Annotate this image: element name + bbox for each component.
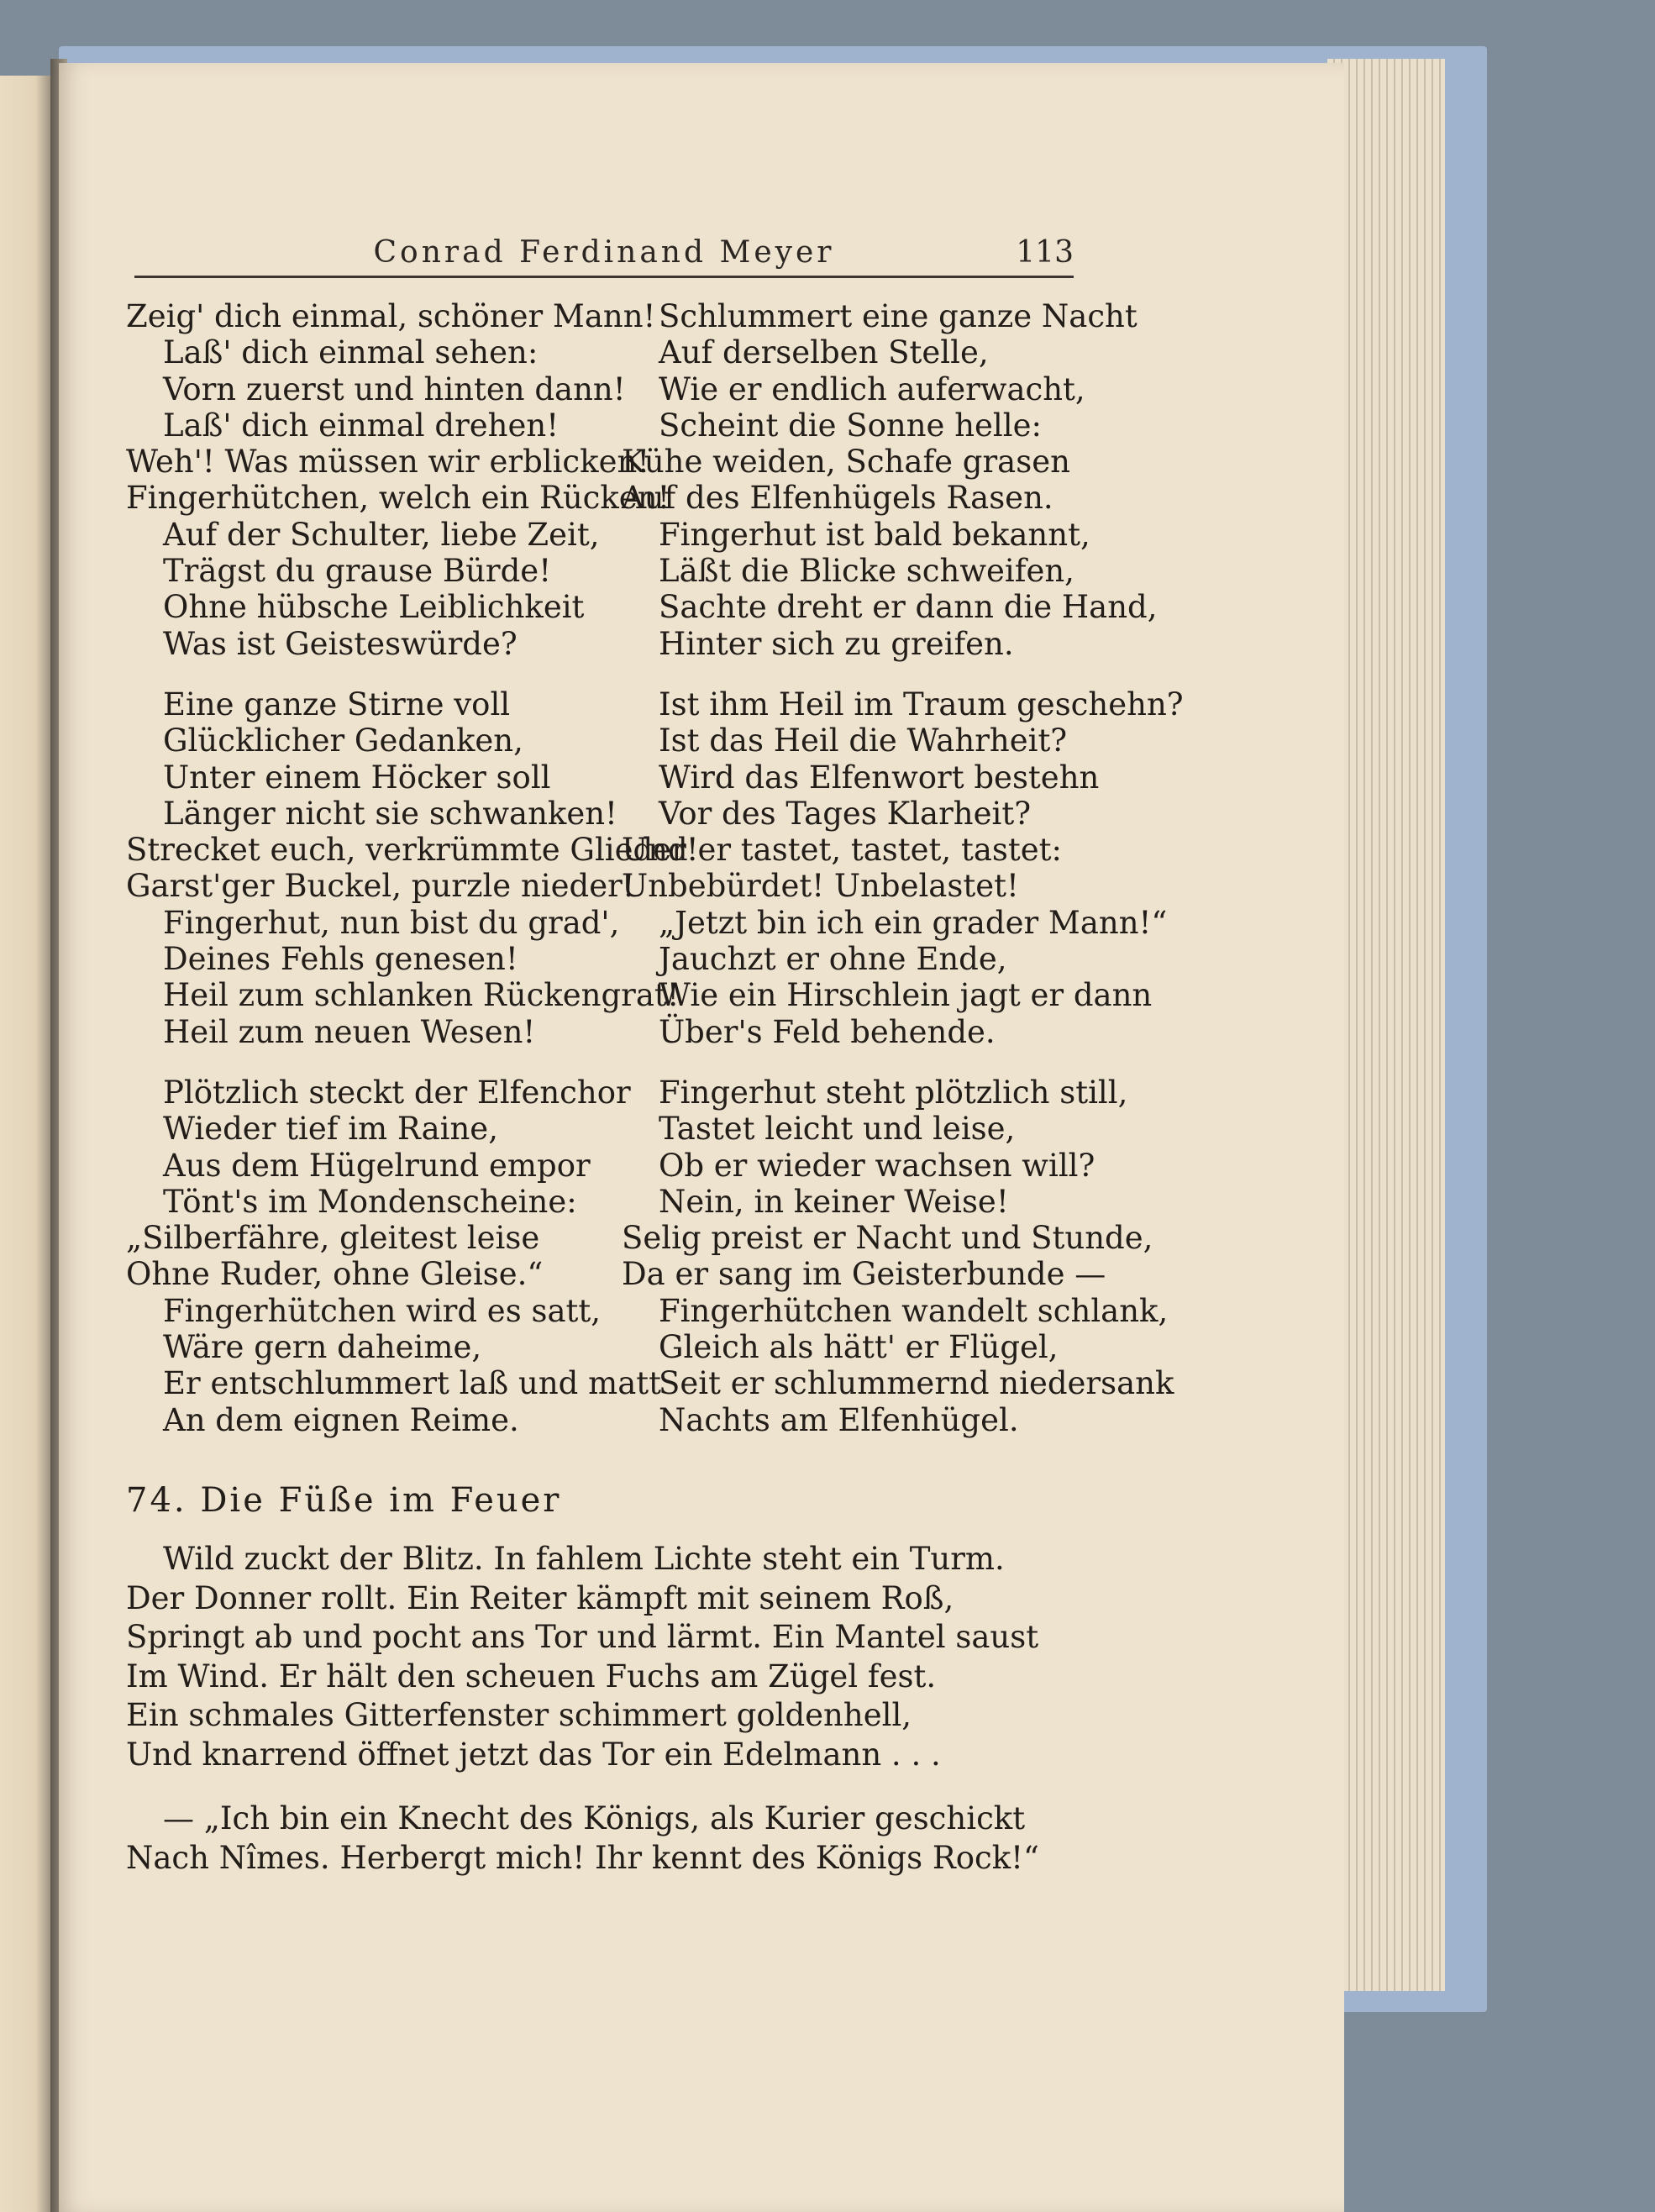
verse-line: Im Wind. Er hält den scheuen Fuchs am Zügel fest. <box>126 1658 937 1694</box>
verse-line: Gleich als hätt' er Flügel, <box>659 1329 1059 1366</box>
verse-line: Tastet leicht und leise, <box>659 1111 1016 1148</box>
verse-line: Scheint die Sonne helle: <box>659 407 1042 444</box>
page-edges <box>1327 59 1445 1991</box>
verse-line: Laß' dich einmal sehen: <box>163 334 539 371</box>
verse-line: Nachts am Elfenhügel. <box>659 1401 1019 1438</box>
verse-line: Fingerhütchen wandelt schlank, <box>659 1292 1169 1329</box>
running-header <box>134 234 1074 278</box>
stanza <box>622 686 1184 1050</box>
verse-line: Kühe weiden, Schafe grasen <box>622 444 1070 481</box>
verse-line: Wie ein Hirschlein jagt er dann <box>659 977 1153 1014</box>
poem-left-column <box>126 298 699 1463</box>
verse-line: Trägst du grause Bürde! <box>163 553 552 590</box>
stanza <box>622 1074 1174 1438</box>
verse-line: Seit er schlummernd niedersank <box>659 1365 1174 1402</box>
verse-line: — „Ich bin ein Knecht des Königs, als Kurier geschickt <box>163 1800 1026 1836</box>
verse-line: Fingerhut ist bald bekannt, <box>659 516 1090 553</box>
paragraph <box>126 1800 1117 1878</box>
section-body <box>126 1540 1117 1903</box>
verse-line: Laß' dich einmal drehen! <box>163 407 560 444</box>
verse-line: An dem eignen Reime. <box>163 1401 519 1438</box>
verse-line: Fingerhütchen wird es satt, <box>163 1292 601 1329</box>
paragraph <box>126 1540 1117 1774</box>
verse-line: Wird das Elfenwort bestehn <box>659 759 1100 796</box>
verse-line: Springt ab und pocht ans Tor und lärmt. Ein Mantel saust <box>126 1619 1039 1655</box>
verse-line: Selig preist er Nacht und Stunde, <box>622 1220 1153 1257</box>
verse-line: Eine ganze Stirne voll <box>163 686 511 722</box>
stanza <box>126 686 699 1050</box>
verse-line: Nach Nîmes. Herbergt mich! Ihr kennt des Königs Rock!“ <box>126 1839 1039 1876</box>
poem-right-column <box>622 298 1184 1463</box>
stanza <box>622 298 1158 662</box>
verse-line: Ist das Heil die Wahrheit? <box>659 722 1068 759</box>
verse-line: Unter einem Höcker soll <box>163 759 551 796</box>
verse-line: Deines Fehls genesen! <box>163 941 518 978</box>
verse-line: Vorn zuerst und hinten dann! <box>163 370 626 407</box>
verse-line: Ohne hübsche Leiblichkeit <box>163 589 585 626</box>
verse-line: Wäre gern daheime, <box>163 1329 482 1366</box>
verse-line: Was ist Geisteswürde? <box>163 625 518 662</box>
verse-line: Tönt's im Mondenscheine: <box>163 1183 577 1220</box>
verse-line: Ist ihm Heil im Traum geschehn? <box>659 686 1184 722</box>
verse-line: Nein, in keiner Weise! <box>659 1183 1009 1220</box>
verse-line: Länger nicht sie schwanken! <box>163 795 617 832</box>
left-page-edge <box>0 76 50 2212</box>
verse-line: Ein schmales Gitterfenster schimmert goldenhell, <box>126 1697 912 1733</box>
verse-line: Weh'! Was müssen wir erblicken! <box>126 444 650 481</box>
verse-line: Wild zuckt der Blitz. In fahlem Lichte steht ein Turm. <box>163 1541 1005 1577</box>
verse-line: Unbebürdet! Unbelastet! <box>622 868 1019 905</box>
verse-line: Der Donner rollt. Ein Reiter kämpft mit seinem Roß, <box>126 1579 954 1616</box>
verse-line: Auf des Elfenhügels Rasen. <box>622 480 1053 517</box>
verse-line: Vor des Tages Klarheit? <box>659 795 1032 832</box>
verse-line: Wie er endlich auferwacht, <box>659 370 1085 407</box>
verse-line: Fingerhut, nun bist du grad', <box>163 904 620 941</box>
verse-line: Wieder tief im Raine, <box>163 1111 498 1148</box>
verse-line: Ohne Ruder, ohne Gleise.“ <box>126 1256 544 1293</box>
verse-line: Auf derselben Stelle, <box>659 334 989 371</box>
verse-line: Aus dem Hügelrund empor <box>163 1147 591 1184</box>
verse-line: Heil zum schlanken Rückengrat! <box>163 977 680 1014</box>
verse-line: „Silberfähre, gleitest leise <box>126 1220 540 1257</box>
verse-line: Schlummert eine ganze Nacht <box>659 298 1137 334</box>
verse-line: Und er tastet, tastet, tastet: <box>622 832 1062 869</box>
stanza <box>126 298 670 662</box>
verse-line: Auf der Schulter, liebe Zeit, <box>163 516 600 553</box>
verse-line: Sachte dreht er dann die Hand, <box>659 589 1158 626</box>
verse-line: Jauchzt er ohne Ende, <box>659 941 1007 978</box>
running-header-title: Conrad Ferdinand Meyer <box>373 235 835 270</box>
verse-line: Über's Feld behende. <box>659 1013 996 1050</box>
verse-line: Fingerhut steht plötzlich still, <box>659 1074 1128 1111</box>
verse-line: Zeig' dich einmal, schöner Mann! <box>126 298 656 334</box>
stanza <box>126 1074 661 1438</box>
verse-line: Garst'ger Buckel, purzle nieder! <box>126 868 635 905</box>
verse-line: Plötzlich steckt der Elfenchor <box>163 1074 631 1111</box>
section-heading: 74. Die Füße im Feuer <box>126 1481 562 1520</box>
verse-line: Und knarrend öffnet jetzt das Tor ein Edelmann . . . <box>126 1736 941 1773</box>
verse-line: „Jetzt bin ich ein grader Mann!“ <box>659 904 1168 941</box>
page-number: 113 <box>1016 235 1074 270</box>
verse-line: Fingerhütchen, welch ein Rücken! <box>126 480 670 517</box>
verse-line: Strecket euch, verkrümmte Glieder! <box>126 832 699 869</box>
verse-line: Ob er wieder wachsen will? <box>659 1147 1095 1184</box>
verse-line: Da er sang im Geisterbunde — <box>622 1256 1106 1293</box>
verse-line: Hinter sich zu greifen. <box>659 625 1014 662</box>
verse-line: Heil zum neuen Wesen! <box>163 1013 536 1050</box>
verse-line: Er entschlummert laß und matt <box>163 1365 661 1402</box>
verse-line: Glücklicher Gedanken, <box>163 722 523 759</box>
verse-line: Läßt die Blicke schweifen, <box>659 553 1074 590</box>
